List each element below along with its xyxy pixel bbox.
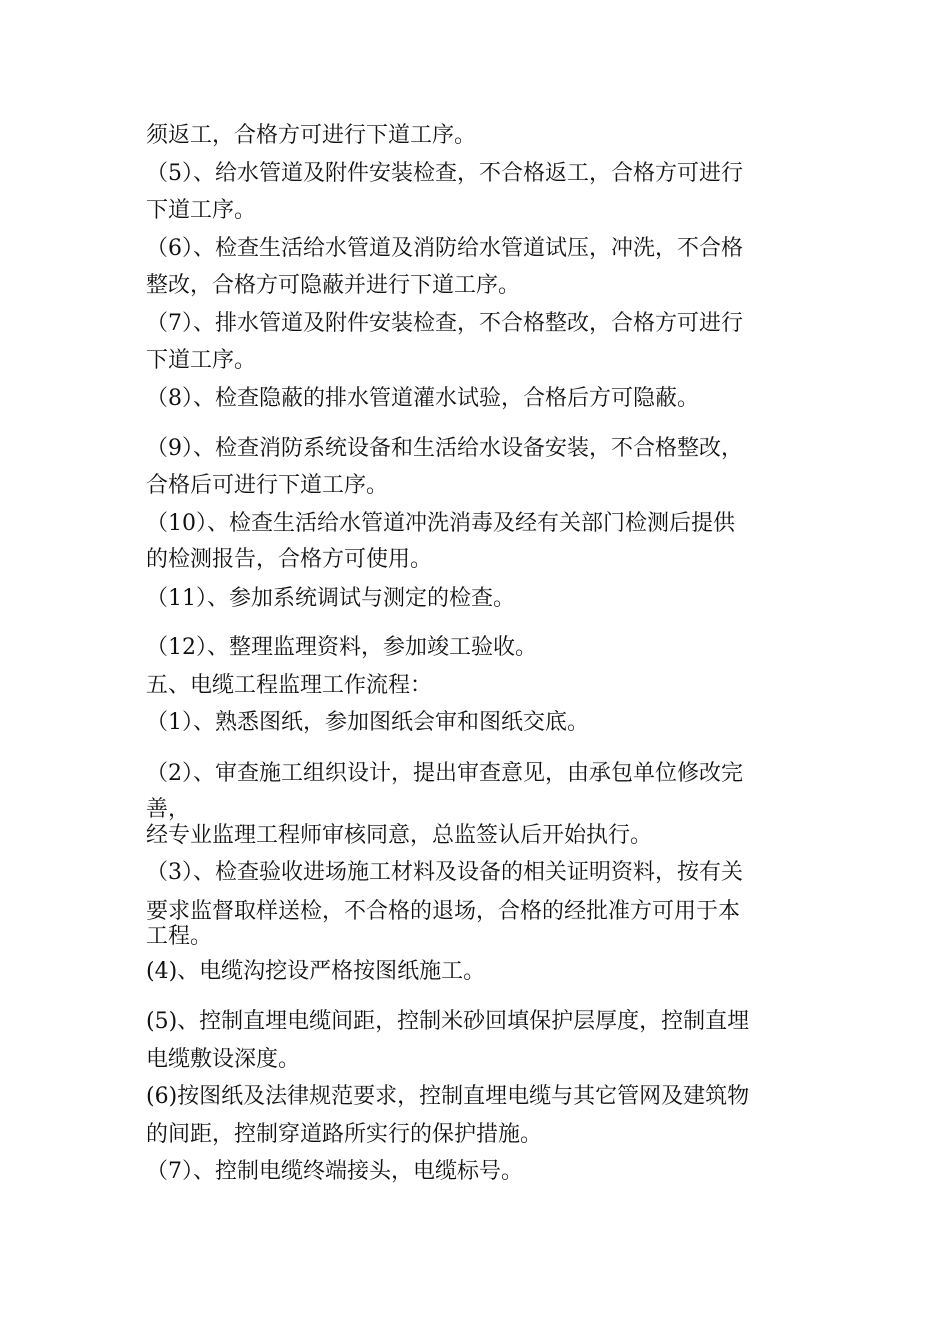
text-line: （12）、整理监理资料，参加竣工验收。 — [146, 635, 537, 660]
text-line: 合格后可进行下道工序。 — [146, 473, 389, 498]
text-line: （1）、熟悉图纸，参加图纸会审和图纸交底。 — [146, 710, 589, 735]
text-line: 须返工，合格方可进行下道工序。 — [146, 123, 477, 148]
section-heading: 五、电缆工程监理工作流程： — [146, 673, 433, 698]
text-line: 的间距，控制穿道路所实行的保护措施。 — [146, 1122, 543, 1147]
text-line: （11）、参加系统调试与测定的检查。 — [146, 586, 515, 611]
text-line: 善， — [146, 797, 191, 822]
text-line: （3）、检查验收进场施工材料及设备的相关证明资料，按有关 — [146, 860, 743, 885]
text-line: 经专业监理工程师审核同意，总监签认后开始执行。 — [146, 823, 653, 848]
text-line: (4)、电缆沟挖设严格按图纸施工。 — [146, 959, 486, 984]
text-line: 整改，合格方可隐蔽并进行下道工序。 — [146, 273, 521, 298]
text-line: 下道工序。 — [146, 348, 257, 373]
text-line: （7）、排水管道及附件安装检查，不合格整改，合格方可进行 — [146, 311, 743, 336]
text-line: （9）、检查消防系统设备和生活给水设备安装，不合格整改， — [146, 436, 743, 461]
text-line: 要求监督取样送检，不合格的退场，合格的经批准方可用于本 — [146, 899, 741, 924]
text-line: （2）、审查施工组织设计，提出审查意见，由承包单位修改完 — [146, 761, 743, 786]
text-line: 的检测报告，合格方可使用。 — [146, 547, 433, 572]
text-line: 工程。 — [146, 924, 213, 949]
text-line: （7）、控制电缆终端接头，电缆标号。 — [146, 1159, 523, 1184]
text-line: (5)、控制直埋电缆间距，控制米砂回填保护层厚度，控制直埋 — [146, 1009, 750, 1034]
text-line: 下道工序。 — [146, 198, 257, 223]
text-line: 电缆敷设深度。 — [146, 1047, 301, 1072]
text-line: (6)按图纸及法律规范要求，控制直埋电缆与其它管网及建筑物 — [146, 1084, 750, 1109]
text-line: （8）、检查隐蔽的排水管道灌水试验，合格后方可隐蔽。 — [146, 386, 699, 411]
text-line: （5）、给水管道及附件安装检查，不合格返工，合格方可进行 — [146, 161, 743, 186]
text-line: （6）、检查生活给水管道及消防给水管道试压，冲洗，不合格 — [146, 236, 743, 261]
text-line: （10）、检查生活给水管道冲洗消毒及经有关部门检测后提供 — [146, 511, 735, 536]
